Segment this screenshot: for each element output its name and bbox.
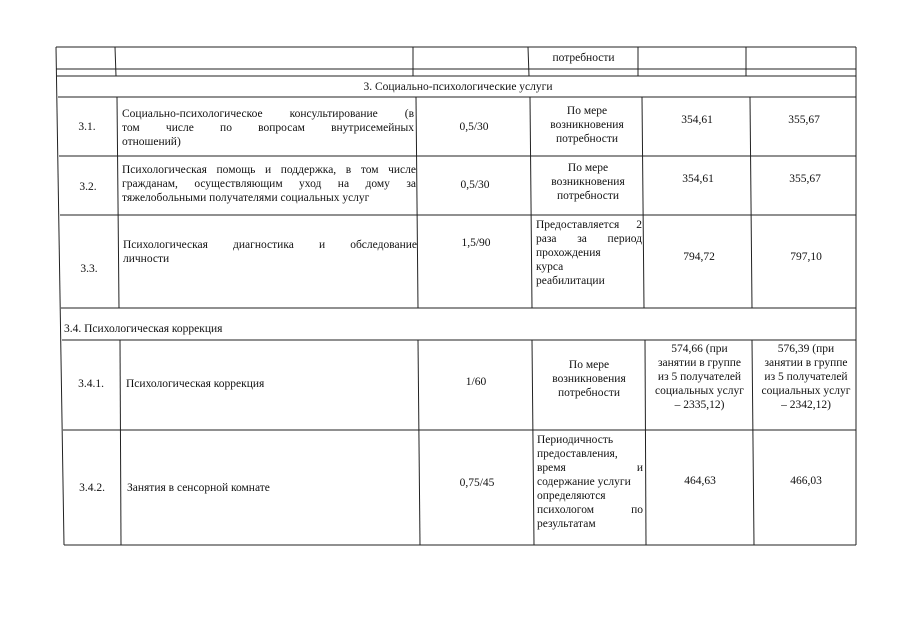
price-value: 354,61 bbox=[682, 173, 714, 185]
price-value: 797,10 bbox=[790, 251, 822, 263]
price-value: 355,67 bbox=[788, 114, 820, 126]
period-cell: Предоставляется 2 раза за период прохождения курса реабилитации bbox=[536, 219, 642, 287]
period-cell: По мере возникновения потребности bbox=[550, 105, 624, 145]
price-value: 794,72 bbox=[683, 251, 715, 263]
norm-value: 0,5/30 bbox=[459, 121, 489, 133]
row-number: 3.2. bbox=[79, 181, 97, 193]
service-name: Занятия в сенсорной комнате bbox=[127, 482, 270, 494]
row-number: 3.4.1. bbox=[78, 378, 104, 390]
price-value: 354,61 bbox=[681, 114, 713, 126]
price-value: 464,63 bbox=[684, 475, 716, 487]
service-name: Психологическая помощь и поддержка, в том числе гражданам, осуществляющим уход на дому за тяжелобольными получателями социальных услуг bbox=[122, 164, 416, 204]
norm-value: 1,5/90 bbox=[461, 237, 491, 249]
period-cell: потребности bbox=[552, 52, 615, 64]
section-heading: 3.4. Психологическая коррекция bbox=[64, 323, 223, 335]
price-value: 466,03 bbox=[790, 475, 822, 487]
service-name: Социально-психологическое консультирование (в том числе по вопросам внутрисемейных отношений) bbox=[122, 108, 414, 148]
row-number: 3.3. bbox=[80, 263, 98, 275]
section-heading: 3. Социально-психологические услуги bbox=[363, 81, 553, 93]
row-number: 3.4.2. bbox=[79, 482, 105, 494]
price-value: 355,67 bbox=[789, 173, 821, 185]
service-name: Психологическая коррекция bbox=[126, 378, 265, 390]
price-value: 574,66 (при занятии в группе из 5 получателей социальных услуг – 2335,12) bbox=[655, 343, 744, 411]
service-name: Психологическая диагностика и обследование личности bbox=[123, 239, 417, 265]
period-cell: Периодичность предоставления, время и содержание услуги определяются психологом по результатам bbox=[537, 434, 643, 530]
price-value: 576,39 (при занятии в группе из 5 получателей социальных услуг – 2342,12) bbox=[761, 343, 851, 411]
norm-value: 0,5/30 bbox=[460, 179, 490, 191]
period-cell: По мере возникновения потребности bbox=[551, 162, 625, 202]
norm-value: 1/60 bbox=[465, 376, 487, 388]
period-cell: По мере возникновения потребности bbox=[552, 359, 626, 399]
norm-value: 0,75/45 bbox=[459, 477, 495, 489]
row-number: 3.1. bbox=[78, 121, 96, 133]
